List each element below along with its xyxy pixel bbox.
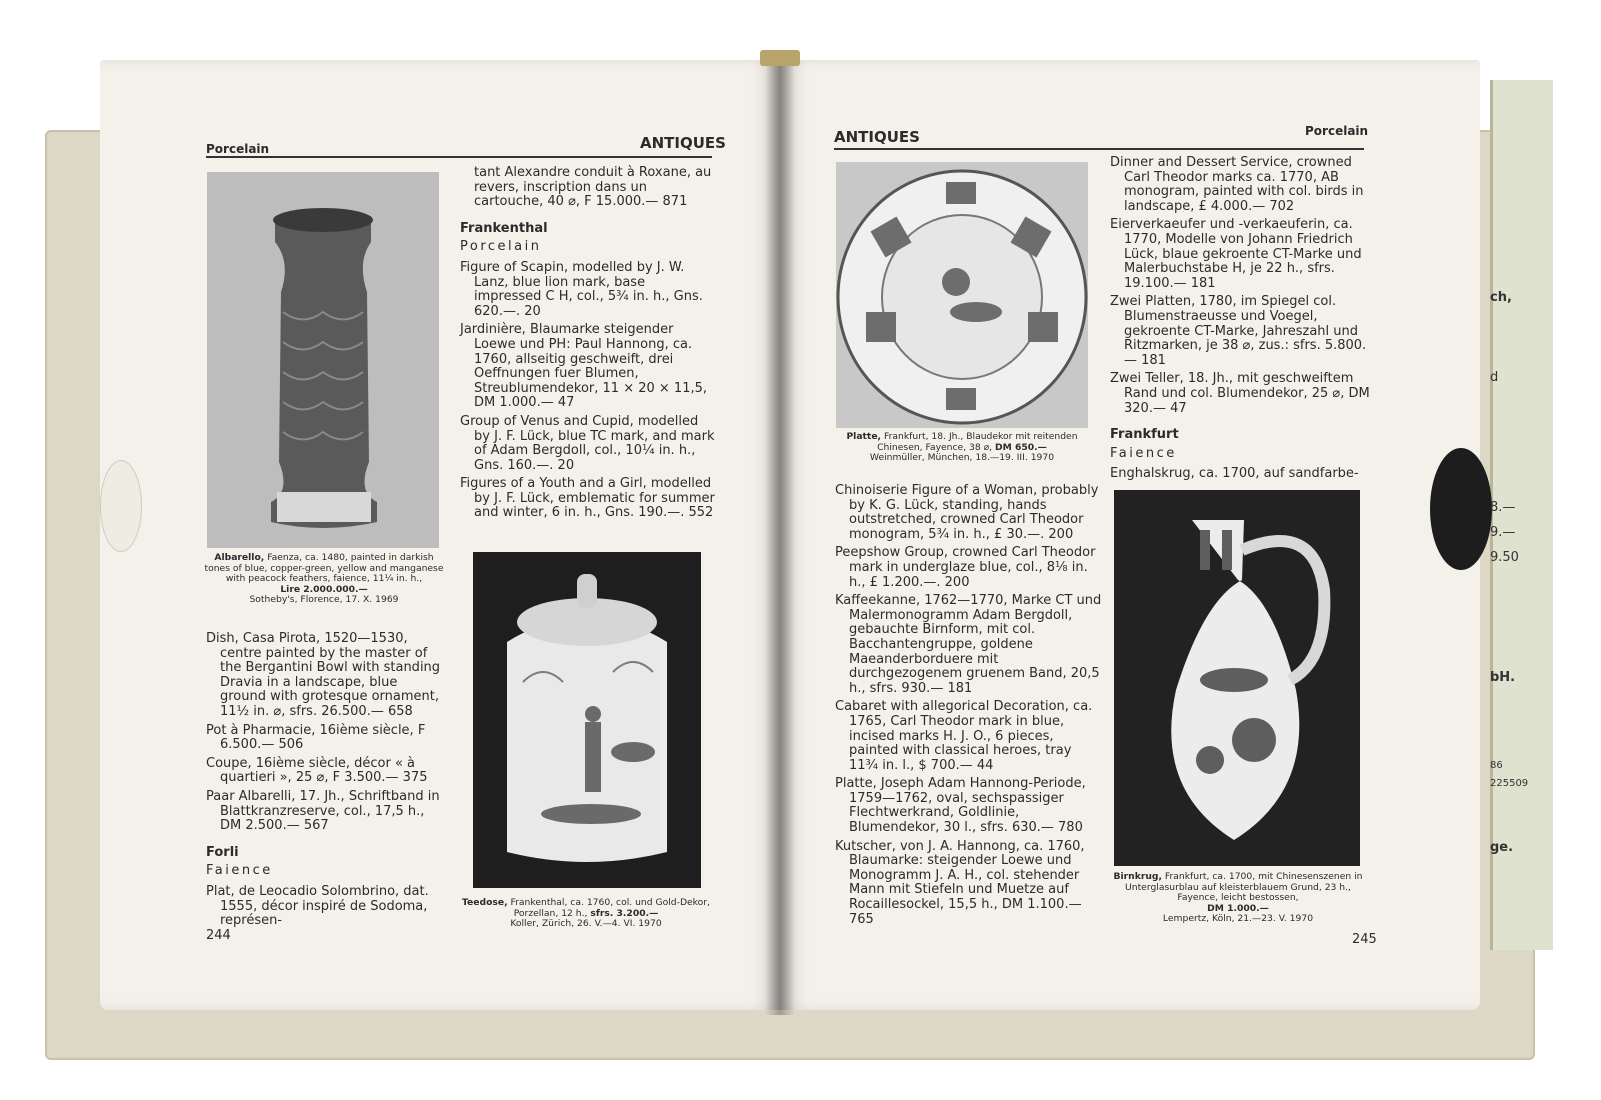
list-item: Zwei Teller, 18. Jh., mit geschweiftem Rand und col. Blumendekor, 25 ⌀, DM 320.— 47 — [1110, 371, 1370, 416]
list-item: Paar Albarelli, 17. Jh., Schriftband in Blattkranzreserve, col., 17,5 h., DM 2.500.— 567 — [206, 788, 440, 834]
caption-teedose-text: Frankenthal, ca. 1760, col. und Gold-Dekor, Porzellan, 12 h., — [510, 897, 710, 919]
caption-teedose-title: Teedose, — [462, 897, 508, 908]
list-item: Cabaret with allegorical Decoration, ca. 1765, Carl Theodor mark in blue, incised marks H. J. O., 6 pieces, painted with classical heroes, tray 11¾ in. l., $ 700.— 44 — [835, 699, 1093, 773]
cover-spine-strip — [1490, 80, 1553, 950]
list-item: Figures of a Youth and a Girl, modelled by J. F. Lück, emblematic for summer and winter, 6 in. h., Gns. 190.—. 552 — [460, 476, 715, 521]
list-item: Zwei Platten, 1780, im Spiegel col. Blumenstraeusse und Voegel, gekroente CT-Marke, Jahreszahl und Ritzmarken, je 38 ⌀, zus.: sfrs. 5.800.— 181 — [1110, 294, 1367, 368]
caption-albarello — [204, 553, 444, 606]
edge-fragment: bH. — [1490, 670, 1516, 685]
platte-photo — [836, 162, 1088, 428]
albarello-vase-icon — [207, 172, 439, 548]
caption-albarello-text: Faenza, ca. 1480, painted in darkish tones of blue, copper-green, yellow and manganese with peacock feathers, faience, 11¼ in. h., — [204, 552, 444, 584]
edge-fragment: 9.— — [1490, 525, 1516, 540]
list-item: Peepshow Group, crowned Carl Theodor mark in underglaze blue, col., 8⅛ in. h., £ 1.200.—. 200 — [835, 545, 1096, 590]
left-header-rule — [206, 156, 712, 158]
caption-platte — [830, 432, 1094, 464]
caption-birnkrug — [1110, 872, 1366, 925]
caption-birnkrug-text: Frankfurt, ca. 1700, mit Chinesenszenen in Unterglasurblau auf kleisterblauem Grund, 23 h., Fayence, leicht bestossen, — [1125, 871, 1363, 903]
heading-frankfurt: Frankfurt — [1110, 427, 1179, 443]
list-item: Plat, de Leocadio Solombrino, dat. 1555, décor inspiré de Sodoma, représen- — [206, 883, 429, 929]
list-item: Dish, Casa Pirota, 1520—1530, centre painted by the master of the Bergantini Bowl with standing Dravia in a landscape, blue ground with grotesque ornament, 11½ in. ⌀, sfrs. 26.500.— 658 — [206, 631, 441, 719]
caption-birnkrug-source: Lempertz, Köln, 21.—23. V. 1970 — [1162, 913, 1314, 924]
list-item: Enghalskrug, ca. 1700, auf sandfarbe- — [1110, 466, 1359, 482]
left-page — [100, 60, 780, 1010]
caption-teedose-source: Koller, Zürich, 26. V.—4. VI. 1970 — [510, 918, 662, 929]
albarello-photo — [207, 172, 439, 548]
list-item: Chinoiserie Figure of a Woman, probably by K. G. Lück, standing, hands outstretched, crowned Carl Theodor monogram, 5¾ in. h., £ 30.—. 200 — [835, 483, 1099, 542]
subheading-frankfurt-faience: Faience — [1110, 445, 1177, 461]
caption-teedose — [458, 898, 714, 930]
birnkrug-photo — [1114, 490, 1360, 866]
right-page — [780, 60, 1480, 1010]
list-item: tant Alexandre conduit à Roxane, au revers, inscription dans un cartouche, 40 ⌀, F 15.000.— 871 — [474, 165, 712, 210]
caption-albarello-title: Albarello, — [214, 552, 265, 563]
caption-platte-text: Frankfurt, 18. Jh., Blaudekor mit reitenden Chinesen, Fayence, 38 ⌀, — [877, 431, 1078, 453]
teedose-photo — [473, 552, 701, 888]
subheading-frankenthal-porcelain: Porcelain — [460, 239, 542, 255]
left-thumb-tab — [100, 460, 142, 552]
right-thumb-tab — [1430, 448, 1492, 570]
right-page-number: 245 — [1352, 932, 1377, 947]
bookmark-ribbon — [760, 50, 800, 66]
edge-fragment: ge. — [1490, 840, 1514, 855]
edge-fragment: 8.— — [1490, 500, 1516, 515]
subheading-forli-faience: Faience — [206, 863, 273, 879]
heading-forli: Forli — [206, 844, 239, 860]
list-item: Figure of Scapin, modelled by J. W. Lanz, blue lion mark, base impressed C H, col., 5¾ in. h., Gns. 620.—. 20 — [460, 259, 703, 319]
left-column-1 — [206, 632, 446, 933]
edge-fragment: 9.50 — [1490, 550, 1519, 565]
caption-albarello-price: Lire 2.000.000.— — [280, 583, 368, 595]
jug-icon — [1114, 490, 1360, 866]
list-item: Eierverkaeufer und -verkaeuferin, ca. 1770, Modelle von Johann Friedrich Lück, blaue gekroente CT-Marke und Malerbuchstabe H, je 22 h., sfrs. 19.100.— 181 — [1110, 217, 1362, 291]
list-item: Dinner and Dessert Service, crowned Carl Theodor marks ca. 1770, AB monogram, painted with col. birds in landscape, £ 4.000.— 702 — [1110, 155, 1364, 214]
right-column-2 — [1110, 156, 1372, 486]
caption-birnkrug-price: DM 1.000.— — [1207, 902, 1269, 914]
tea-caddy-icon — [473, 552, 701, 888]
list-item: Coupe, 16ième siècle, décor « à quartieri », 25 ⌀, F 3.500.— 375 — [206, 755, 428, 786]
caption-platte-title: Platte, — [846, 431, 882, 442]
caption-teedose-price: sfrs. 3.200.— — [590, 907, 659, 919]
right-header-rule — [834, 148, 1364, 150]
heading-frankenthal: Frankenthal — [460, 220, 548, 236]
right-section-label: Porcelain — [1305, 124, 1369, 138]
left-page-number: 244 — [206, 928, 231, 943]
list-item: Kaffeekanne, 1762—1770, Marke CT und Malermonogramm Adam Bergdoll, gebauchte Birnform, mit col. Bacchantengruppe, goldene Maeanderborduere mit durchgezogenem gruenem Band, 20,5 h., sfrs. 930.— 181 — [835, 593, 1102, 696]
edge-fragment: d — [1490, 370, 1499, 385]
left-column-2 — [460, 166, 715, 525]
edge-fragment: 86 — [1490, 760, 1503, 771]
caption-platte-price: DM 650.— — [995, 441, 1047, 453]
right-page-title: ANTIQUES — [834, 128, 920, 146]
edge-fragment: 225509 — [1490, 778, 1529, 789]
left-page-title: ANTIQUES — [640, 134, 726, 152]
list-item: Group of Venus and Cupid, modelled by J. F. Lück, blue TC mark, and mark of Adam Bergdoll, col., 10¼ in. h., Gns. 160.—. 20 — [460, 413, 715, 473]
edge-fragment: ch, — [1490, 290, 1512, 305]
caption-platte-source: Weinmüller, München, 18.—19. III. 1970 — [869, 452, 1055, 463]
list-item: Jardinière, Blaumarke steigender Loewe und PH: Paul Hannong, ca. 1760, allseitig geschweift, drei Oeffnungen fuer Blumen, Streublumendekor, 11 × 20 × 11,5, DM 1.000.— 47 — [460, 322, 708, 411]
book-gutter — [765, 55, 795, 1015]
left-section-label: Porcelain — [206, 142, 270, 156]
right-column-1 — [835, 484, 1103, 931]
caption-albarello-source: Sotheby's, Florence, 17. X. 1969 — [249, 594, 399, 605]
list-item: Pot à Pharmacie, 16ième siècle, F 6.500.— 506 — [206, 722, 426, 753]
caption-birnkrug-title: Birnkrug, — [1113, 871, 1162, 882]
list-item: Platte, Joseph Adam Hannong-Periode, 1759—1762, oval, sechspassiger Flechtwerkrand, Goldlinie, Blumendekor, 30 l., sfrs. 630.— 780 — [835, 776, 1086, 836]
plate-icon — [836, 162, 1088, 428]
list-item: Kutscher, von J. A. Hannong, ca. 1760, Blaumarke: steigender Loewe und Monogramm J. A. H., col. stehender Mann mit Stiefeln und Muetze auf Rocaillesockel, 15,5 h., DM 1.100.— 765 — [835, 838, 1085, 927]
